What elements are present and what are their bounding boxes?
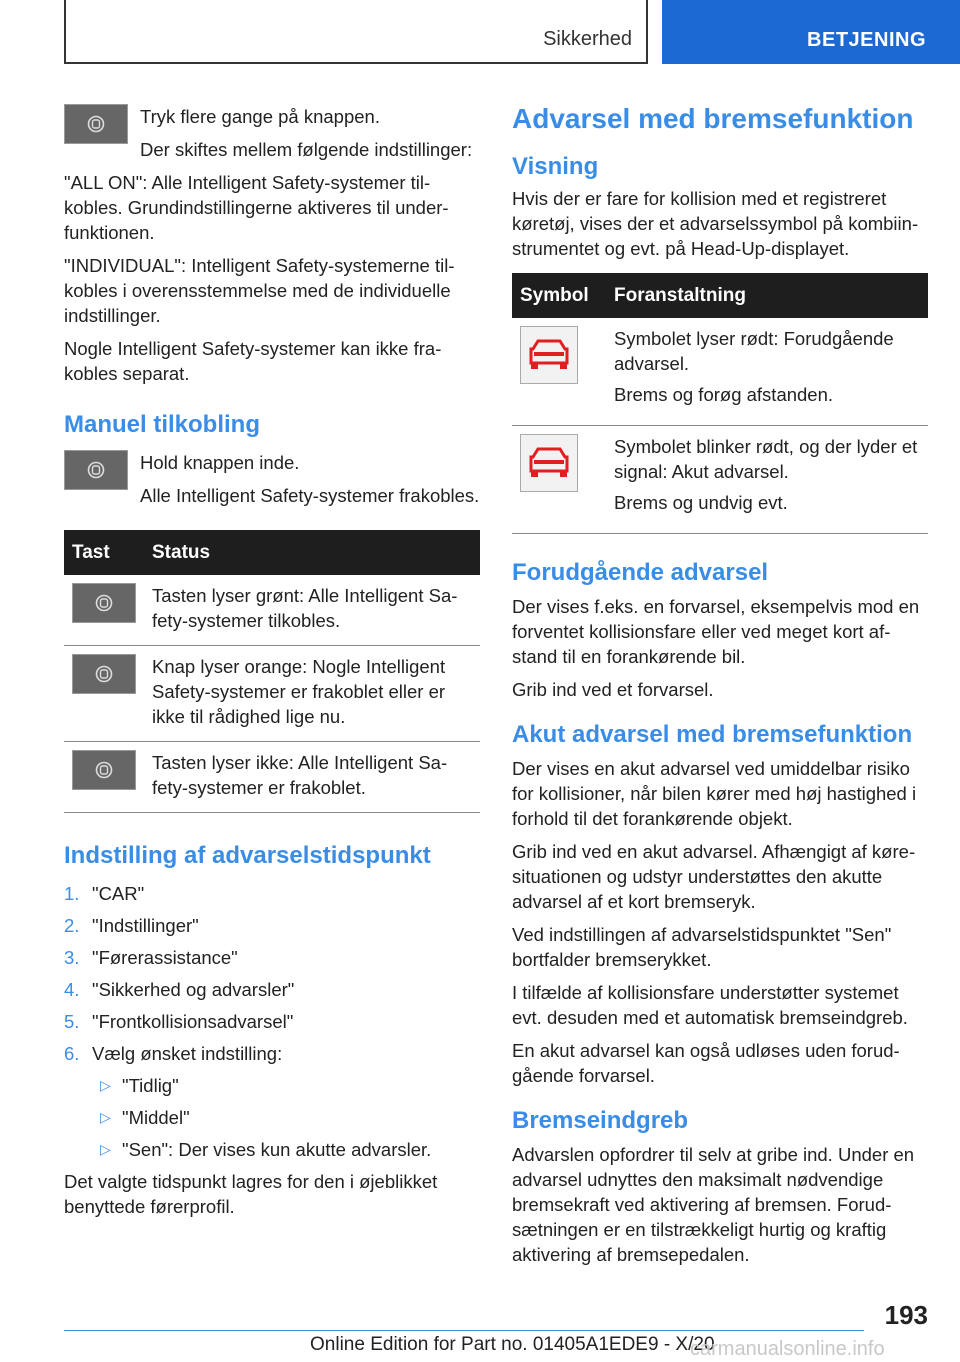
heading-view: Visning [512, 153, 599, 180]
paragraph: Tryk flere gange på knappen. [140, 106, 380, 127]
safety-button-icon [64, 450, 128, 490]
right-column [512, 102, 928, 1275]
list-item: 6. Vælg ønsket indstilling: [64, 1043, 283, 1064]
paragraph: "INDIVIDUAL": Intelligent Safety-systemerne tilkobles i overensstemmelse med de individuelle indstillinger. [64, 255, 455, 326]
heading-acute: Akut advarsel med bremsefunktion [512, 721, 913, 748]
paragraph: Det valgte tidspunkt lagres for den i øjeblikket benyttede førerprofil. [64, 1171, 438, 1217]
button-green-icon [72, 583, 136, 623]
table-cell: Brems og undvig evt. [614, 492, 788, 513]
paragraph: Alle Intelligent Safety-systemer frakobles. [140, 485, 480, 506]
triangle-icon: ▷ [100, 1077, 111, 1093]
list-item: ▷ "Sen": Der vises kun akutte advarsler. [100, 1139, 432, 1160]
paragraph: Der vises en akut advarsel ved umiddelbar risiko for kollisioner, når bilen kører med høj hastighed i forhold til det forankørende objekt. [512, 758, 917, 829]
table-cell: Brems og forøg afstanden. [614, 384, 834, 405]
paragraph: Ved indstillingen af advarselstidspunktet "Sen" bortfalder bremserykket. [512, 924, 892, 970]
list-item: 4. "Sikkerhed og advarsler" [64, 979, 295, 1000]
watermark: carmanualsonline.info [690, 1338, 885, 1360]
paragraph: Hold knappen inde. [140, 452, 300, 473]
list-item: ▷ "Middel" [100, 1107, 190, 1128]
table-row [64, 646, 480, 742]
paragraph: Grib ind ved en akut advarsel. Afhængigt af køresituationen og udstyr understøttes den akutte advarsel af et kort bremseryk. [512, 841, 916, 912]
heading-manual: Manuel tilkobling [64, 411, 260, 438]
table-cell: Symbolet lyser rødt: Forudgående advarsel. [614, 328, 894, 374]
car-warning-icon [520, 326, 578, 384]
table-cell: Tasten lyser ikke: Alle Intelligent Safety-systemer er frakoblet. [144, 742, 480, 813]
table-header: Tast [64, 530, 144, 575]
list-item: 1. "CAR" [64, 883, 145, 904]
table-header: Foranstaltning [606, 273, 928, 318]
paragraph: Der skiftes mellem følgende indstillinger: [140, 139, 473, 160]
heading-brake: Bremseindgreb [512, 1107, 689, 1134]
list-item: 5. "Frontkollisionsadvarsel" [64, 1011, 294, 1032]
car-warning-icon [520, 434, 578, 492]
list-item: ▷ "Tidlig" [100, 1075, 179, 1096]
page-number: 193 [884, 1300, 928, 1330]
table-header: Symbol [512, 273, 606, 318]
heading-setting: Indstilling af advarselstidspunkt [64, 842, 431, 869]
safety-button-icon [64, 104, 128, 144]
table-cell: Knap lyser orange: Nogle Intelligent Safety-systemer er frakoblet eller er ikke til rådighed lige nu. [144, 646, 480, 742]
paragraph: En akut advarsel kan også udløses uden forudgående forvarsel. [512, 1040, 900, 1086]
table-cell: Symbolet blinker rødt, og der lyder et signal: Akut advarsel. [614, 436, 918, 482]
paragraph: Der vises f.eks. en forvarsel, eksempelvis mod en forventet kollisionsfare eller ved meget kort afstand til en forankørende bil. [512, 596, 920, 667]
list-item: 3. "Førerassistance" [64, 947, 238, 968]
table-cell: Tasten lyser grønt: Alle Intelligent Safety-systemer tilkobles. [144, 575, 480, 646]
status-table [64, 530, 480, 813]
header-chapter-tab [662, 0, 960, 64]
steps-list [64, 881, 480, 1066]
footer-divider [64, 1330, 864, 1331]
triangle-icon: ▷ [100, 1141, 111, 1157]
options-list [92, 1073, 480, 1162]
symbol-table [512, 273, 928, 534]
paragraph: "ALL ON": Alle Intelligent Safety-systemer tilkobles. Grundindstillingerne aktiveres til underfunktionen. [64, 172, 449, 243]
left-column [64, 104, 480, 1227]
table-row [512, 318, 928, 426]
table-row [64, 575, 480, 646]
button-off-icon [72, 750, 136, 790]
footer-edition: Online Edition for Part no. 01405A1EDE9 - X/20 [310, 1334, 715, 1355]
header-section-box [64, 0, 648, 64]
heading-main: Advarsel med bremsefunktion [512, 103, 914, 134]
triangle-icon: ▷ [100, 1109, 111, 1125]
paragraph: Grib ind ved et forvarsel. [512, 679, 714, 700]
paragraph: Advarslen opfordrer til selv at gribe ind. Under en advarsel udnyttes den maksimalt nødvendige bremsekraft ved aktivering af bremsen. Forudsætningen er en tilstrækkeligt hurtig og kraftig aktivering af bremsepedalen. [512, 1144, 915, 1265]
header-section: Sikkerhed [543, 28, 632, 50]
paragraph: Hvis der er fare for kollision med et registreret køretøj, vises der et advarselssymbol på kombiinstrumentet og evt. på Head-Up-displayet. [512, 188, 919, 259]
heading-pre: Forudgående advarsel [512, 559, 769, 586]
table-header: Status [144, 530, 480, 575]
paragraph: I tilfælde af kollisionsfare understøtter systemet evt. desuden med et automatisk bremseindgreb. [512, 982, 908, 1028]
list-item: 2. "Indstillinger" [64, 915, 199, 936]
header-chapter: BETJENING [807, 29, 926, 51]
table-row [512, 426, 928, 534]
button-orange-icon [72, 654, 136, 694]
paragraph: Nogle Intelligent Safety-systemer kan ikke frakobles separat. [64, 338, 442, 384]
table-row [64, 742, 480, 813]
